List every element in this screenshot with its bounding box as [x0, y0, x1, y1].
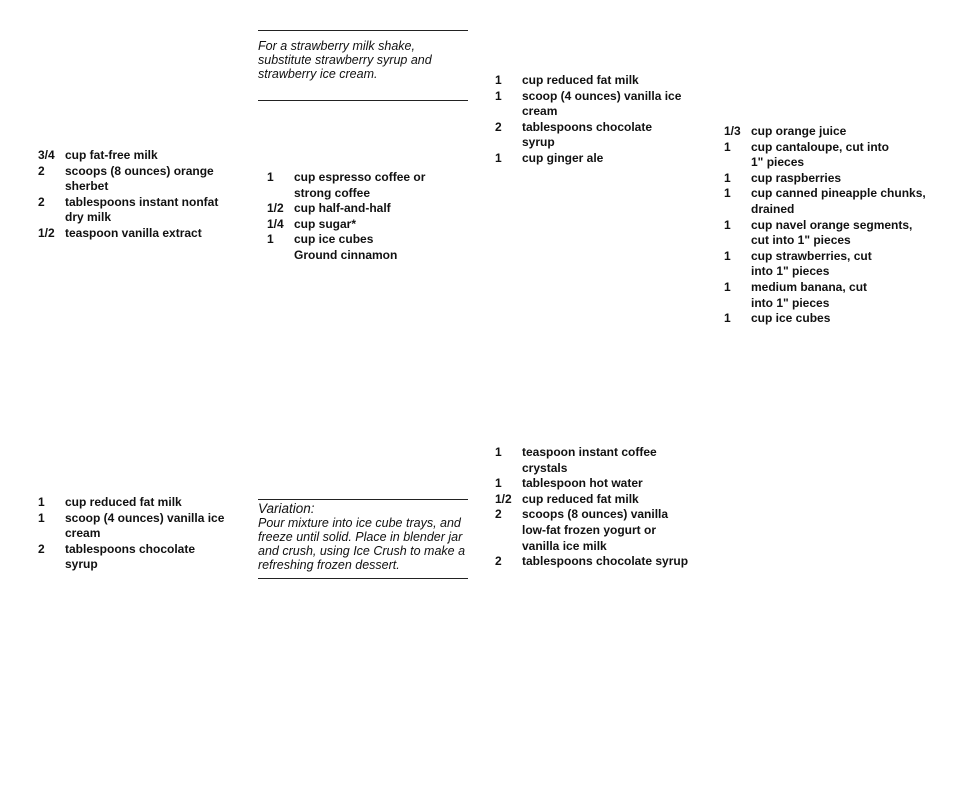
ingredient-row: [724, 140, 929, 171]
ingredient-qty: 2: [38, 163, 45, 178]
ingredient-text: tablespoons chocolate syrup: [65, 541, 196, 572]
ingredient-row: [38, 148, 228, 164]
ingredient-row: [724, 171, 929, 187]
ingredient-text: cup cantaloupe, cut into 1" pieces: [751, 139, 890, 170]
ingredient-text: Ground cinnamon: [294, 247, 398, 262]
ingredient-row: [38, 164, 228, 195]
ingredient-qty: 1: [267, 170, 274, 184]
ingredient-row: [495, 151, 685, 167]
ingredient-text: cup ginger ale: [522, 150, 604, 165]
ingredient-text: cup ice cubes: [294, 232, 374, 247]
ingredient-qty: 1: [495, 445, 502, 459]
ingredient-row: [724, 311, 929, 327]
ingredient-row: [267, 248, 462, 264]
ingredient-qty: 1: [495, 476, 502, 491]
ingredient-row: [724, 124, 929, 140]
ingredient-text: cup sugar*: [294, 216, 357, 231]
ingredient-text: cup navel orange segments, cut into 1" pieces: [751, 217, 913, 248]
ingredient-row: [267, 201, 462, 217]
ingredient-qty: 2: [38, 541, 45, 556]
ingredient-text: medium banana, cut into 1" pieces: [751, 279, 868, 310]
ingredient-row: [38, 495, 228, 511]
ingredient-text: tablespoons chocolate syrup: [522, 119, 653, 150]
ingredient-text: cup strawberries, cut into 1" pieces: [751, 248, 872, 279]
ingredient-qty: 1: [495, 150, 502, 165]
ingredient-qty: 1: [724, 170, 731, 185]
ingredient-text: cup espresso coffee or strong coffee: [294, 170, 426, 200]
ingredient-row: [267, 232, 462, 248]
ingredient-qty: 1: [724, 217, 731, 232]
ingredient-row: [495, 445, 695, 476]
ingredient-row: [38, 542, 228, 573]
ingredient-qty: 2: [495, 119, 502, 134]
variation-title: Variation:: [258, 501, 315, 516]
ingredient-text: teaspoon instant coffee crystals: [522, 445, 657, 475]
ingredient-qty: 1: [495, 73, 502, 87]
ingredient-text: scoop (4 ounces) vanilla ice cream: [65, 510, 225, 541]
ingredient-qty: 1/3: [724, 124, 741, 138]
ingredient-text: cup reduced fat milk: [65, 495, 182, 509]
ingredient-qty: 1/4: [267, 216, 284, 231]
ingredient-qty: 2: [38, 194, 45, 209]
ingredient-qty: 1: [724, 248, 731, 263]
variation-note: [258, 499, 468, 579]
ingredient-row: [38, 195, 228, 226]
ingredient-row: [724, 249, 929, 280]
ingredient-text: cup half-and-half: [294, 201, 391, 216]
ingredient-row: [495, 89, 685, 120]
ingredient-list-chocolate-shake: [38, 495, 228, 573]
ingredient-text: tablespoons instant nonfat dry milk: [65, 194, 219, 225]
ingredient-text: cup reduced fat milk: [522, 73, 639, 87]
ingredient-row: [724, 218, 929, 249]
ingredient-text: cup reduced fat milk: [522, 491, 639, 506]
ingredient-qty: 3/4: [38, 148, 55, 162]
ingredient-text: scoops (8 ounces) vanilla low-fat frozen yogurt or vanilla ice milk: [522, 507, 669, 553]
ingredient-list-chocolate-float: [495, 73, 685, 167]
ingredient-qty: 2: [495, 507, 502, 522]
ingredient-text: cup fat-free milk: [65, 148, 158, 162]
ingredient-qty: 1: [724, 279, 731, 294]
ingredient-row: [724, 186, 929, 217]
ingredient-text: tablespoons chocolate syrup: [522, 554, 689, 569]
ingredient-row: [495, 507, 695, 554]
ingredient-text: cup raspberries: [751, 170, 842, 185]
ingredient-list-orange-shake: [38, 148, 228, 242]
ingredient-qty: 1/2: [267, 201, 284, 216]
ingredient-list-mocha: [495, 445, 695, 570]
ingredient-row: [267, 170, 462, 201]
ingredient-qty: 1/2: [495, 491, 512, 506]
ingredient-row: [38, 511, 228, 542]
ingredient-qty: 1: [495, 88, 502, 103]
ingredient-text: cup ice cubes: [751, 311, 831, 326]
strawberry-note: [258, 30, 468, 101]
ingredient-text: scoop (4 ounces) vanilla ice cream: [522, 88, 682, 119]
ingredient-text: teaspoon vanilla extract: [65, 225, 202, 240]
variation-text: Pour mixture into ice cube trays, and freeze until solid. Place in blender jar and crush, using Ice Crush to make a refreshing frozen dessert.: [258, 516, 466, 572]
ingredient-qty: 1: [724, 311, 731, 326]
ingredient-list-coffee: [267, 170, 462, 264]
ingredient-qty: 1: [38, 495, 45, 509]
ingredient-row: [267, 217, 462, 233]
ingredient-row: [495, 554, 695, 570]
ingredient-text: scoops (8 ounces) orange sherbet: [65, 163, 214, 194]
ingredient-qty: 1: [267, 232, 274, 247]
ingredient-qty: 1/2: [38, 225, 55, 240]
ingredient-row: [38, 226, 228, 242]
ingredient-row: [495, 476, 695, 492]
ingredient-row: [495, 120, 685, 151]
ingredient-qty: 2: [495, 554, 502, 569]
ingredient-qty: 1: [724, 186, 731, 201]
ingredient-text: cup orange juice: [751, 124, 847, 138]
ingredient-row: [724, 280, 929, 311]
ingredient-qty: [267, 248, 294, 264]
ingredient-text: tablespoon hot water: [522, 476, 643, 491]
ingredient-qty: 1: [38, 510, 45, 525]
ingredient-list-fruit-smoothie: [724, 124, 929, 327]
ingredient-text: cup canned pineapple chunks, drained: [751, 186, 926, 216]
ingredient-qty: 1: [724, 139, 731, 154]
strawberry-note-text: For a strawberry milk shake, substitute strawberry syrup and strawberry ice cream.: [258, 39, 432, 81]
ingredient-row: [495, 492, 695, 508]
ingredient-row: [495, 73, 685, 89]
